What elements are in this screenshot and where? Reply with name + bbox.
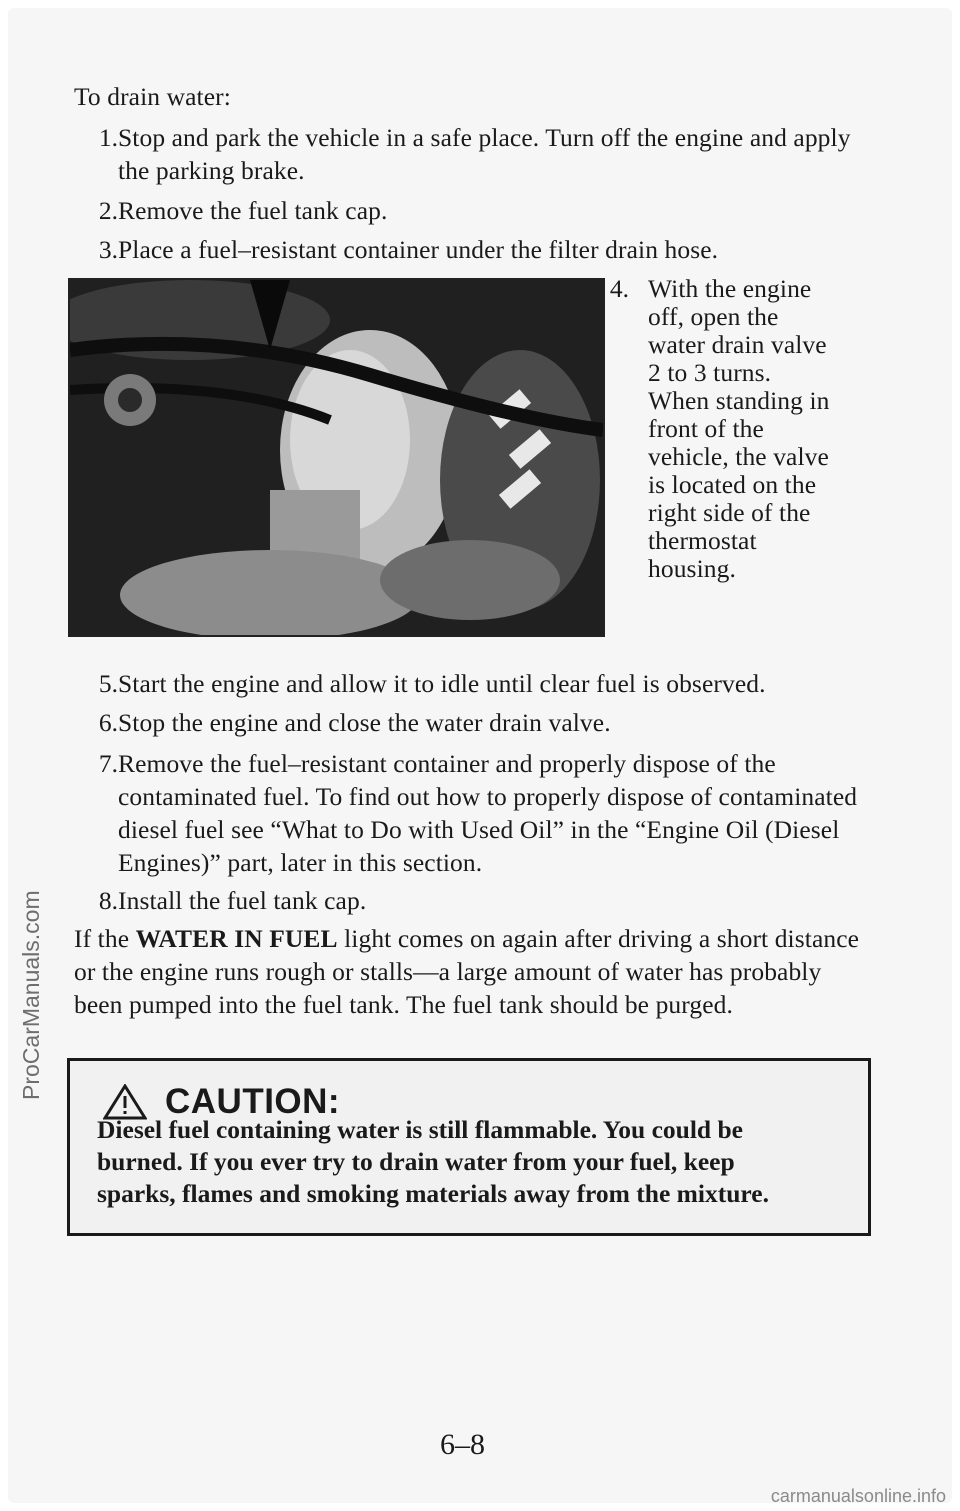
warning-paragraph-line <box>74 922 859 956</box>
water-in-fuel-term: WATER IN FUEL <box>135 924 338 953</box>
step-text: Stop the engine and close the water drain valve. <box>118 708 611 737</box>
step-text: With the engine <box>648 274 812 303</box>
page-number: 6–8 <box>440 1428 485 1461</box>
step-number: 8. <box>98 886 118 915</box>
step-number: 7. <box>98 749 118 778</box>
step-text: front of the <box>648 414 764 443</box>
caution-text: sparks, flames and smoking materials away from the mixture. <box>97 1179 769 1208</box>
step-text: water drain valve <box>648 330 827 359</box>
warning-paragraph-line: been pumped into the fuel tank. The fuel tank should be purged. <box>74 990 733 1019</box>
step-text: is located on the <box>648 470 817 499</box>
step-number: 1. <box>98 123 118 152</box>
caution-text: Diesel fuel containing water is still flammable. You could be <box>97 1115 743 1144</box>
step-text: off, open the <box>648 302 779 331</box>
step-text: 2 to 3 turns. <box>648 358 772 387</box>
step-text: Stop and park the vehicle in a safe place. Turn off the engine and apply <box>118 123 851 152</box>
step-text: vehicle, the valve <box>648 442 829 471</box>
paragraph-text: light comes on again after driving a short distance <box>337 924 860 953</box>
step-number: 3. <box>98 235 118 264</box>
step-text: When standing in <box>648 386 830 415</box>
step-text: Place a fuel–resistant container under the filter drain hose. <box>118 235 719 264</box>
step-text: the parking brake. <box>118 156 305 185</box>
caution-text: burned. If you ever try to drain water from your fuel, keep <box>97 1147 735 1176</box>
engine-photo-illustration <box>70 280 603 635</box>
step-text: Engines)” part, later in this section. <box>118 848 483 877</box>
engine-photo <box>68 278 605 637</box>
step-text: housing. <box>648 554 736 583</box>
step-text: diesel fuel see “What to Do with Used Oil” in the “Engine Oil (Diesel <box>118 815 840 844</box>
step-number: 2. <box>98 196 118 225</box>
step-text: Install the fuel tank cap. <box>118 886 367 915</box>
paragraph-text: If the <box>74 924 136 953</box>
step-text: Remove the fuel tank cap. <box>118 196 388 225</box>
step-number: 4. <box>609 274 629 303</box>
step-text: thermostat <box>648 526 757 555</box>
warning-paragraph-line: or the engine runs rough or stalls—a large amount of water has probably <box>74 957 822 986</box>
caution-title: CAUTION: <box>165 1082 341 1121</box>
step-number: 5. <box>98 669 118 698</box>
step-number: 6. <box>98 708 118 737</box>
intro-text: To drain water: <box>74 82 231 111</box>
step-text: Remove the fuel–resistant container and properly dispose of the <box>118 749 776 778</box>
bottom-watermark: carmanualsonline.info <box>770 1486 946 1506</box>
side-watermark: ProCarManuals.com <box>18 890 44 1100</box>
step-text: contaminated fuel. To find out how to properly dispose of contaminated <box>118 782 858 811</box>
step-text: Start the engine and allow it to idle until clear fuel is observed. <box>118 669 766 698</box>
step-text: right side of the <box>648 498 811 527</box>
